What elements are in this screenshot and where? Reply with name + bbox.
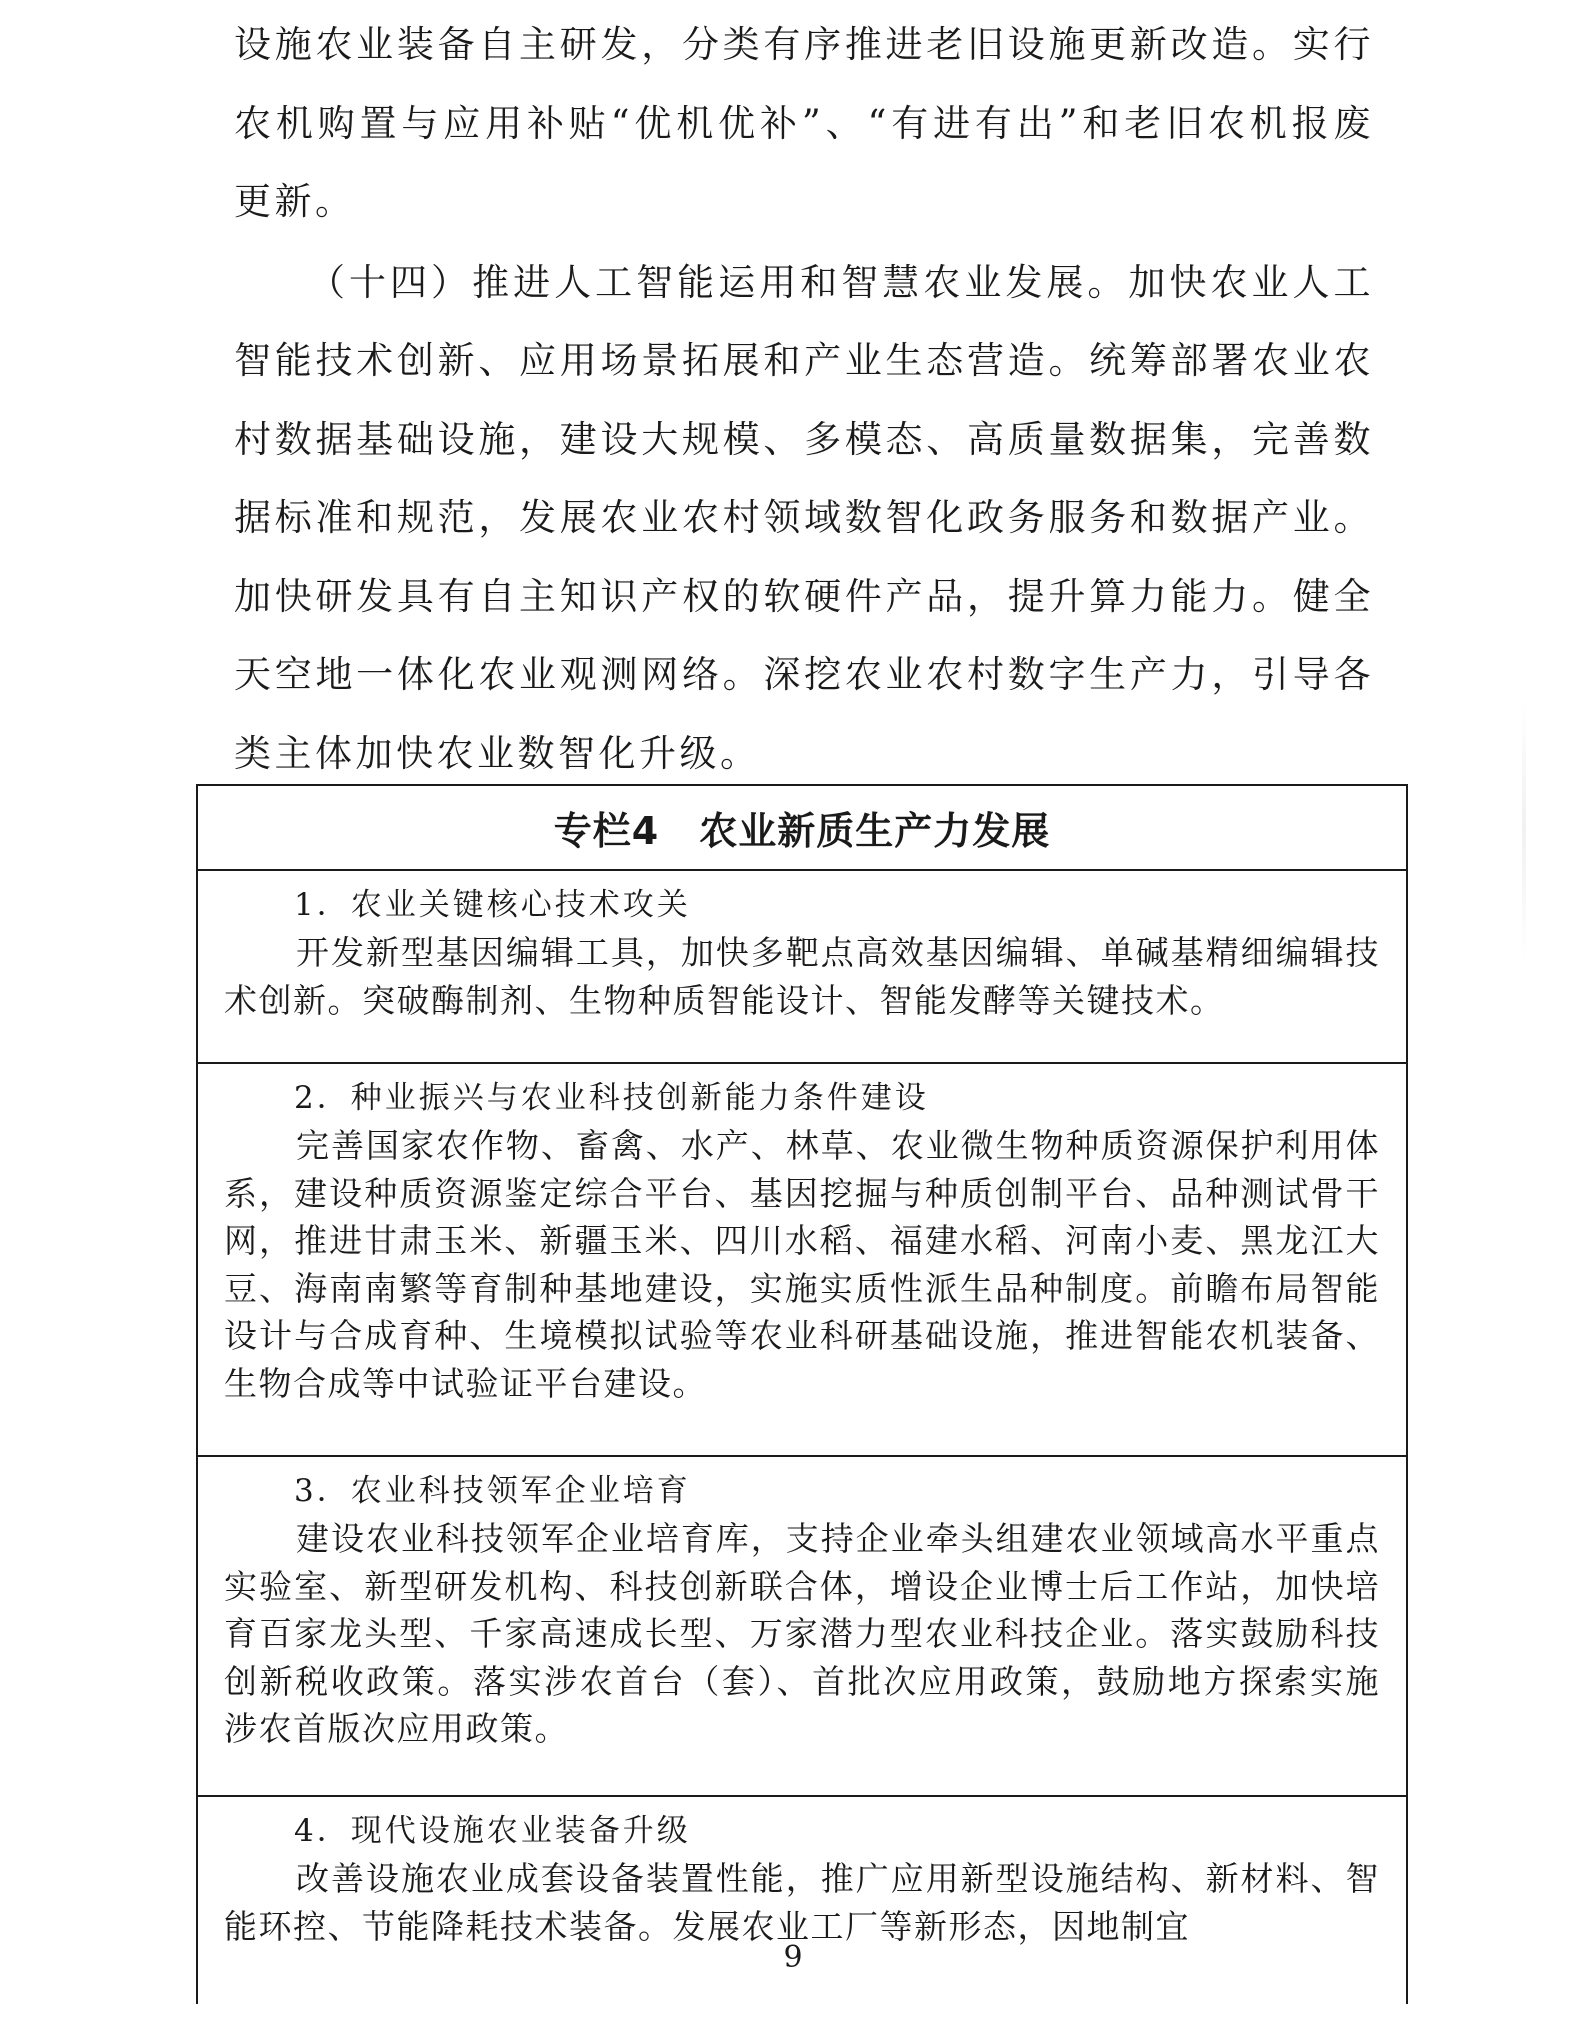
column-section-4 xyxy=(198,1797,1406,2017)
section-heading: 1．农业关键核心技术攻关 xyxy=(294,887,691,923)
section-body: 改善设施农业成套设备装置性能，推广应用新型设施结构、新材料、智能环控、节能降耗技术装备。发展农业工厂等新形态，因地制宜 xyxy=(224,1859,1380,1946)
section-body: 建设农业科技领军企业培育库，支持企业牵头组建农业领域高水平重点实验室、新型研发机构、科技创新联合体，增设企业博士后工作站，加快培育百家龙头型、千家高速成长型、万家潜力型农业科技企业。落实鼓励科技创新税收政策。落实涉农首台（套）、首批次应用政策，鼓励地方探索实施涉农首版次应用政策。 xyxy=(224,1519,1380,1748)
page-number: 9 xyxy=(783,1940,803,1975)
column-section-3 xyxy=(198,1457,1406,1797)
section-body: 开发新型基因编辑工具，加快多靶点高效基因编辑、单碱基精细编辑技术创新。突破酶制剂、生物种质智能设计、智能发酵等关键技术。 xyxy=(224,933,1380,1020)
column-box-title-text: 农业新质生产力发展 xyxy=(699,809,1051,853)
paragraph-ai-smart-agriculture: （十四）推进人工智能运用和智慧农业发展。加快农业人工智能技术创新、应用场景拓展和产业生态营造。统筹部署农业农村数据基础设施，建设大规模、多模态、高质量数据集，完善数据标准和规范，发展农业农村领域数智化政务服务和数据产业。加快研发具有自主知识产权的软硬件产品，提升算力能力。健全天空地一体化农业观测网络。深挖农业农村数字生产力，引导各类主体加快农业数智化升级。 xyxy=(234,260,1374,775)
body-text xyxy=(234,6,1374,793)
section-heading: 3．农业科技领军企业培育 xyxy=(294,1473,691,1509)
column-box-title xyxy=(198,786,1406,871)
section-body: 完善国家农作物、畜禽、水产、林草、农业微生物种质资源保护利用体系，建设种质资源鉴定综合平台、基因挖掘与种质创制平台、品种测试骨干网，推进甘肃玉米、新疆玉米、四川水稻、福建水稻、河南小麦、黑龙江大豆、海南南繁等育制种基地建设，实施实质性派生品种制度。前瞻布局智能设计与合成育种、生境模拟试验等农业科研基础设施，推进智能农机装备、生物合成等中试验证平台建设。 xyxy=(224,1126,1380,1403)
section-heading: 4．现代设施农业装备升级 xyxy=(294,1813,691,1849)
section-heading: 2．种业振兴与农业科技创新能力条件建设 xyxy=(294,1080,929,1116)
column-box-number: 专栏4 xyxy=(553,809,660,853)
column-section-2 xyxy=(198,1064,1406,1457)
paragraph-facility-equipment: 设施农业装备自主研发，分类有序推进老旧设施更新改造。实行农机购置与应用补贴“优机优补”、“有进有出”和老旧农机报废更新。 xyxy=(234,23,1374,223)
column-box-4 xyxy=(196,784,1408,2004)
column-section-1 xyxy=(198,871,1406,1064)
scan-edge-shadow xyxy=(1522,700,1526,960)
